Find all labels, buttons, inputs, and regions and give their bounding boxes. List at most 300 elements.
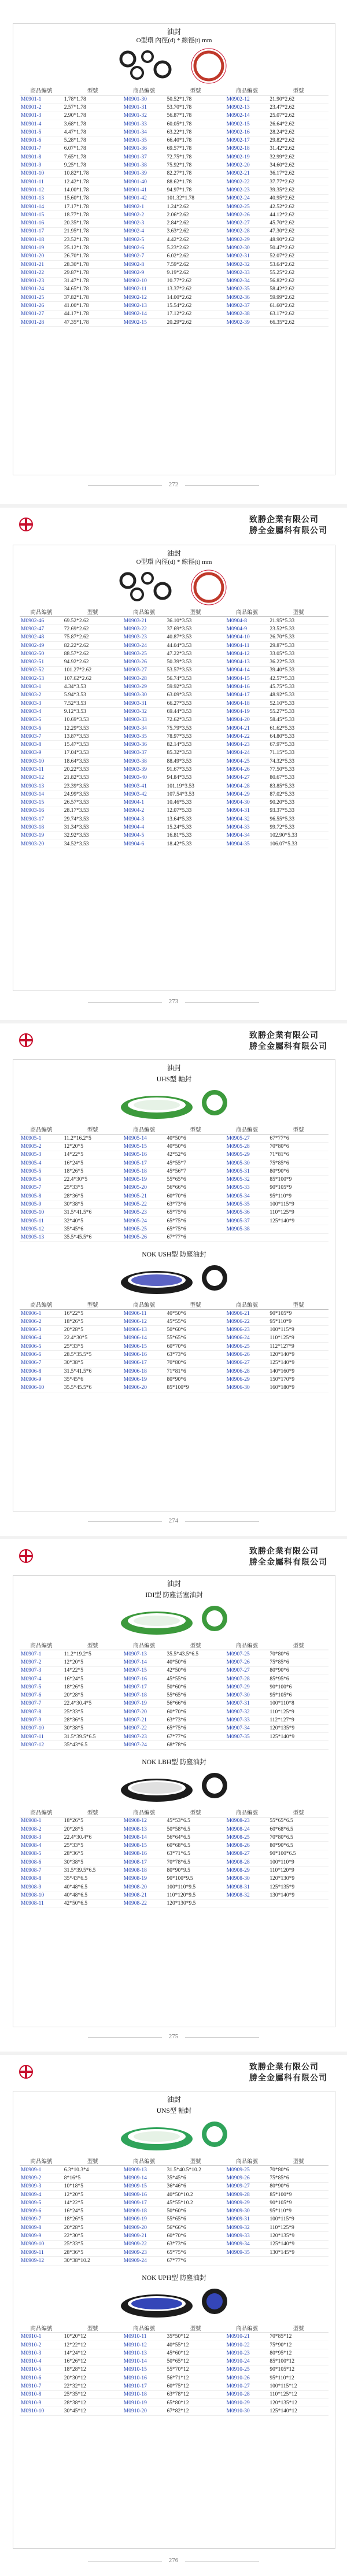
product-code-cell: M0909-13	[123, 2166, 166, 2174]
model-size-cell: 39.40*5.33	[268, 666, 328, 674]
table-row	[20, 1858, 328, 1867]
col-header: 型號	[63, 1125, 123, 1134]
table-row	[20, 2182, 328, 2190]
product-code-cell: M0901-2	[20, 104, 63, 112]
section-title: UHS型 軸封	[156, 1076, 192, 1083]
product-code-cell: M0908-30	[226, 1875, 269, 1883]
model-size-cell: 28.24*2.62	[268, 128, 328, 136]
product-code-cell: M0907-20	[123, 1708, 166, 1716]
table-row	[20, 2398, 328, 2407]
product-code-cell: M0902-16	[226, 128, 269, 136]
table-row	[20, 1724, 328, 1732]
product-code-cell: M0908-26	[226, 1842, 269, 1850]
model-size-cell: 14*22*5	[63, 1151, 123, 1159]
model-size-cell: 125*135*9	[268, 1883, 328, 1891]
table-row	[20, 302, 328, 310]
table-row	[20, 1817, 328, 1825]
product-code-cell: M0905-16	[123, 1151, 166, 1159]
product-code-cell: M0905-25	[123, 1225, 166, 1233]
table-row	[20, 227, 328, 235]
model-size-cell: 70*80*6	[166, 1359, 226, 1367]
model-size-cell: 66.27*3.53	[166, 699, 226, 707]
table-row	[20, 774, 328, 782]
model-size-cell	[268, 2257, 328, 2265]
table-row	[20, 95, 328, 104]
product-code-cell: M0910-20	[123, 2407, 166, 2415]
model-size-cell: 45*55*10.2	[166, 2199, 226, 2207]
product-code-cell: M0910-25	[226, 2366, 269, 2374]
model-size-cell: 77.50*5.33	[268, 766, 328, 774]
table-row	[20, 219, 328, 227]
table-row	[20, 1842, 328, 1850]
model-size-cell: 72.62*3.53	[166, 716, 226, 724]
product-code-cell: M0902-17	[226, 136, 269, 145]
product-code-cell: M0905-8	[20, 1192, 63, 1200]
table-row	[20, 1176, 328, 1184]
model-size-cell: 2.90*1.78	[63, 112, 123, 120]
table-row	[20, 2349, 328, 2357]
table-row	[20, 2366, 328, 2374]
model-size-cell: 26.70*1.78	[63, 252, 123, 260]
product-code-cell: M0904-22	[226, 733, 269, 741]
product-code-cell: M0909-24	[123, 2257, 166, 2265]
model-size-cell: 23.52*1.78	[63, 236, 123, 244]
model-size-cell: 12.42*1.78	[63, 178, 123, 186]
product-code-cell: M0906-12	[123, 1318, 166, 1326]
page-divider	[0, 1020, 347, 1023]
catalog-page-3	[13, 1025, 334, 1533]
product-code-cell: M0902-8	[123, 260, 166, 268]
model-size-cell: 40.95*2.62	[268, 194, 328, 202]
product-code-cell: M0901-8	[20, 153, 63, 161]
product-code-cell: M0908-23	[226, 1817, 269, 1825]
product-code-cell: M0903-23	[123, 633, 166, 641]
col-header: 商品編號	[20, 1300, 63, 1310]
product-table	[20, 607, 328, 848]
product-code-cell: M0904-19	[226, 708, 269, 716]
model-size-cell: 45*55*6	[166, 1675, 226, 1683]
model-size-cell: 64.80*5.33	[268, 733, 328, 741]
product-code-cell: M0901-39	[123, 169, 166, 178]
table-row	[20, 757, 328, 766]
table-row	[20, 2382, 328, 2390]
product-code-cell: M0904-20	[226, 716, 269, 724]
product-code-cell: M0901-42	[123, 194, 166, 202]
product-code-cell: M0909-29	[226, 2199, 269, 2207]
product-code-cell: M0908-32	[226, 1891, 269, 1899]
product-code-cell: M0904-4	[123, 823, 166, 831]
product-code-cell: M0906-29	[226, 1376, 269, 1384]
model-size-cell: 55*70*12	[166, 2366, 226, 2374]
section-title: NOK UPH型 防塵油封	[142, 2274, 206, 2282]
model-size-cell: 4.47*1.78	[63, 128, 123, 136]
product-code-cell: M0904-24	[226, 749, 269, 757]
model-size-cell: 18.64*3.53	[63, 757, 123, 766]
model-size-cell: 95*110*9	[268, 1192, 328, 1200]
product-code-cell: M0904-1	[123, 799, 166, 807]
product-code-cell: M0909-2	[20, 2174, 63, 2182]
model-size-cell: 78.97*3.53	[166, 733, 226, 741]
product-code-cell: M0910-13	[123, 2349, 166, 2357]
model-size-cell: 26.57*3.53	[63, 799, 123, 807]
model-size-cell: 60*68*6.5	[268, 1825, 328, 1833]
product-code-cell: M0904-5	[123, 831, 166, 840]
model-size-cell: 28*36*5	[63, 1850, 123, 1858]
model-size-cell: 31.5*40.5*10.2	[166, 2166, 226, 2174]
product-code-cell: M0904-27	[226, 774, 269, 782]
product-code-cell: M0903-31	[123, 699, 166, 707]
model-size-cell: 82.27*1.78	[166, 169, 226, 178]
model-size-cell: 70*78*6.5	[166, 1858, 226, 1867]
product-code-cell: M0907-12	[20, 1741, 63, 1749]
table-row	[20, 310, 328, 318]
product-panel	[13, 545, 335, 991]
table-row	[20, 691, 328, 699]
model-size-cell: 40*48*6.5	[63, 1891, 123, 1899]
model-size-cell: 120*135*9	[268, 2232, 328, 2240]
product-code-cell: M0903-5	[20, 716, 63, 724]
model-size-cell: 14*24*12	[63, 2349, 123, 2357]
product-panel	[13, 1575, 335, 2027]
table-row	[20, 741, 328, 749]
table-row	[20, 178, 328, 186]
product-code-cell: M0903-9	[20, 749, 63, 757]
model-size-cell: 44.12*2.62	[268, 211, 328, 219]
product-code-cell: M0910-27	[226, 2382, 269, 2390]
model-size-cell: 65*75*6	[166, 1225, 226, 1233]
col-header: 型號	[268, 2156, 328, 2166]
product-code-cell: M0908-20	[123, 1883, 166, 1891]
company-name: 致勝企業有限公司 勝全金屬科有限公司	[249, 2063, 327, 2083]
product-code-cell: M0907-4	[20, 1675, 63, 1683]
model-size-cell: 107.62*2.62	[63, 675, 123, 683]
product-code-cell: M0902-22	[226, 178, 269, 186]
model-size-cell	[268, 1741, 328, 1749]
product-code-cell: M0909-20	[123, 2224, 166, 2232]
model-size-cell: 2.06*2.62	[166, 211, 226, 219]
table-row	[20, 1159, 328, 1167]
model-size-cell: 120*135*12	[268, 2398, 328, 2407]
col-header: 商品編號	[20, 86, 63, 95]
product-code-cell: M0909-22	[123, 2240, 166, 2248]
model-size-cell: 55*65*6.5	[268, 1817, 328, 1825]
model-size-cell: 12.29*3.53	[63, 724, 123, 732]
model-size-cell: 61.60*2.62	[268, 302, 328, 310]
table-row	[20, 2374, 328, 2382]
product-code-cell: M0910-14	[123, 2357, 166, 2366]
product-code-cell: M0901-19	[20, 244, 63, 252]
model-size-cell: 88.49*3.53	[166, 757, 226, 766]
model-size-cell: 30*38*5	[63, 1858, 123, 1867]
model-size-cell: 5.94*3.53	[63, 691, 123, 699]
product-code-cell: M0907-28	[226, 1675, 269, 1683]
product-code-cell: M0909-10	[20, 2240, 63, 2248]
col-header: 型號	[268, 1300, 328, 1310]
product-code-cell: M0910-18	[123, 2390, 166, 2398]
col-header: 商品編號	[226, 2323, 269, 2333]
model-size-cell: 101.19*3.53	[166, 782, 226, 790]
product-code-cell: M0901-24	[20, 285, 63, 293]
model-size-cell: 23.47*2.62	[268, 104, 328, 112]
table-row	[20, 831, 328, 840]
model-size-cell: 85*100*9	[268, 2190, 328, 2198]
product-code-cell: M0905-5	[20, 1167, 63, 1176]
col-header: 商品編號	[226, 1300, 269, 1310]
model-size-cell: 59.99*2.62	[268, 294, 328, 302]
table-row	[20, 716, 328, 724]
model-size-cell: 95*110*12	[268, 2374, 328, 2382]
table-row	[20, 128, 328, 136]
model-size-cell: 7.52*3.53	[63, 699, 123, 707]
model-size-cell: 8*16*5	[63, 2174, 123, 2182]
product-code-cell: M0909-9	[20, 2232, 63, 2240]
product-code-cell: M0903-34	[123, 724, 166, 732]
model-size-cell: 55*65*6	[166, 1334, 226, 1342]
product-code-cell: M0902-53	[20, 675, 63, 683]
table-row	[20, 650, 328, 658]
model-size-cell: 50*60*6	[166, 1326, 226, 1334]
model-size-cell: 80*90*6	[268, 2182, 328, 2190]
product-code-cell: M0910-11	[123, 2333, 166, 2341]
model-size-cell: 71.15*5.33	[268, 749, 328, 757]
model-size-cell: 53.57*3.53	[166, 666, 226, 674]
model-size-cell: 55*65*6	[166, 2215, 226, 2223]
col-header: 型號	[166, 607, 226, 617]
model-size-cell: 44.04*3.53	[166, 641, 226, 649]
product-code-cell: M0906-21	[226, 1309, 269, 1317]
model-size-cell: 56*66*6	[166, 2224, 226, 2232]
product-code-cell: M0906-2	[20, 1318, 63, 1326]
model-size-cell: 20*28*5	[63, 2224, 123, 2232]
product-code-cell: M0909-30	[226, 2207, 269, 2215]
model-size-cell: 65*75*6	[166, 1208, 226, 1217]
product-code-cell: M0905-30	[226, 1159, 269, 1167]
product-code-cell: M0909-23	[123, 2248, 166, 2256]
table-row	[20, 2407, 328, 2415]
table-row	[20, 112, 328, 120]
model-size-cell: 100*115*9	[268, 1200, 328, 1208]
product-code-cell: M0908-31	[226, 1883, 269, 1891]
product-code-cell: M0902-50	[20, 650, 63, 658]
product-table	[20, 1300, 328, 1392]
model-size-cell: 67*82*12	[166, 2407, 226, 2415]
panel-title: 油封	[167, 28, 181, 36]
model-size-cell: 120*130*9.5	[166, 1899, 226, 1908]
table-row	[20, 1326, 328, 1334]
product-code-cell: M0905-6	[20, 1176, 63, 1184]
product-code-cell: M0905-19	[123, 1176, 166, 1184]
product-code-cell: M0903-19	[20, 831, 63, 840]
product-code-cell: M0901-12	[20, 186, 63, 194]
table-row	[20, 799, 328, 807]
product-code-cell: M0904-33	[226, 823, 269, 831]
model-size-cell: 110*120*9.5	[166, 1891, 226, 1899]
model-size-cell: 80*90*9.5	[166, 1867, 226, 1875]
model-size-cell: 58.42*2.62	[268, 285, 328, 293]
model-size-cell: 120*140*9	[268, 1351, 328, 1359]
product-code-cell: M0910-12	[123, 2341, 166, 2349]
model-size-cell: 7.65*1.78	[63, 153, 123, 161]
company-name: 致勝企業有限公司 勝全金屬科有限公司	[249, 1032, 327, 1051]
model-size-cell: 75.92*1.78	[166, 161, 226, 169]
model-size-cell: 120*130*9	[268, 1875, 328, 1883]
table-row	[20, 136, 328, 145]
product-code-cell: M0910-2	[20, 2341, 63, 2349]
model-size-cell: 91.67*3.53	[166, 766, 226, 774]
model-size-cell: 71*81*6	[268, 1151, 328, 1159]
product-code-cell: M0903-37	[123, 749, 166, 757]
model-size-cell: 32.99*2.62	[268, 153, 328, 161]
model-size-cell: 21.82*3.53	[63, 774, 123, 782]
seal-illustration	[13, 1259, 335, 1300]
model-size-cell: 1.24*2.62	[166, 202, 226, 210]
model-size-cell: 48.90*2.62	[268, 236, 328, 244]
model-size-cell: 56*66*6	[166, 1184, 226, 1192]
model-size-cell: 14.00*1.78	[63, 186, 123, 194]
table-row	[20, 1699, 328, 1708]
product-code-cell: M0908-29	[226, 1867, 269, 1875]
page-divider	[0, 504, 347, 508]
table-row	[20, 161, 328, 169]
table-row	[20, 1658, 328, 1666]
product-code-cell: M0903-21	[123, 617, 166, 625]
product-code-cell: M0902-48	[20, 633, 63, 641]
model-size-cell: 60*70*6	[166, 1343, 226, 1351]
table-row	[20, 153, 328, 161]
model-size-cell: 58.45*5.33	[268, 716, 328, 724]
product-code-cell: M0902-13	[123, 302, 166, 310]
model-size-cell: 140*160*9	[268, 1367, 328, 1375]
model-size-cell: 30*45*12	[63, 2407, 123, 2415]
table-row	[20, 104, 328, 112]
product-code-cell: M0901-36	[123, 145, 166, 153]
model-size-cell: 14*22*5	[63, 2199, 123, 2207]
model-size-cell: 65*80*12	[166, 2398, 226, 2407]
table-row	[20, 658, 328, 666]
product-code-cell: M0906-19	[123, 1376, 166, 1384]
product-code-cell: M0906-28	[226, 1367, 269, 1375]
product-code-cell: M0904-6	[123, 840, 166, 848]
model-size-cell: 95*110*9	[268, 2207, 328, 2215]
product-code-cell: M0904-16	[226, 683, 269, 691]
model-size-cell: 28.30*1.78	[63, 260, 123, 268]
model-size-cell: 29.87*5.33	[268, 641, 328, 649]
model-size-cell: 94.97*1.78	[166, 186, 226, 194]
product-code-cell: M0907-29	[226, 1683, 269, 1691]
product-code-cell: M0904-12	[226, 650, 269, 658]
model-size-cell: 11.2*19.2*5	[63, 1650, 123, 1658]
product-code-cell: M0908-21	[123, 1891, 166, 1899]
model-size-cell: 45*55*6	[166, 1318, 226, 1326]
product-code-cell: M0910-29	[226, 2398, 269, 2407]
product-code-cell: M0906-15	[123, 1343, 166, 1351]
product-code-cell: M0902-14	[123, 310, 166, 318]
product-code-cell: M0902-47	[20, 625, 63, 633]
product-code-cell: M0901-22	[20, 269, 63, 277]
product-code-cell: M0901-7	[20, 145, 63, 153]
product-code-cell: M0905-14	[123, 1134, 166, 1143]
model-size-cell: 6.07*1.78	[63, 145, 123, 153]
product-code-cell: M0902-25	[226, 202, 269, 210]
table-row	[20, 699, 328, 707]
table-row	[20, 194, 328, 202]
model-size-cell: 35.5*43.5*6.5	[166, 1650, 226, 1658]
product-code-cell: M0902-12	[226, 95, 269, 104]
table-row	[20, 840, 328, 848]
model-size-cell: 42*50*6	[166, 1666, 226, 1675]
model-size-cell	[268, 1225, 328, 1233]
model-size-cell: 66.35*2.62	[268, 319, 328, 327]
product-code-cell: M0903-6	[20, 724, 63, 732]
model-size-cell	[268, 1899, 328, 1908]
col-header: 型號	[268, 86, 328, 95]
product-code-cell: M0910-9	[20, 2398, 63, 2407]
model-size-cell: 60*70*6	[166, 2232, 226, 2240]
product-code-cell: M0901-35	[123, 136, 166, 145]
product-code-cell: M0909-18	[123, 2207, 166, 2215]
product-code-cell: M0908-14	[123, 1834, 166, 1842]
col-header: 型號	[166, 1808, 226, 1817]
product-code-cell: M0902-32	[226, 260, 269, 268]
product-code-cell: M0905-15	[123, 1143, 166, 1151]
table-row	[20, 2257, 328, 2265]
table-row	[20, 2232, 328, 2240]
col-header: 商品編號	[20, 1640, 63, 1650]
product-table	[20, 1808, 328, 1908]
product-code-cell: M0907-14	[123, 1658, 166, 1666]
product-code-cell: M0905-26	[123, 1233, 166, 1241]
model-size-cell: 112*127*9	[268, 1716, 328, 1724]
product-code-cell: M0904-15	[226, 675, 269, 683]
model-size-cell: 18*26*5	[63, 1318, 123, 1326]
model-size-cell: 36.22*5.33	[268, 658, 328, 666]
product-table	[20, 1640, 328, 1750]
product-code-cell: M0902-19	[226, 153, 269, 161]
product-code-cell: M0903-20	[20, 840, 63, 848]
model-size-cell: 50.39*3.53	[166, 658, 226, 666]
product-code-cell: M0903-39	[123, 766, 166, 774]
model-size-cell: 75.79*3.53	[166, 724, 226, 732]
model-size-cell: 63*73*6	[166, 1200, 226, 1208]
table-row	[20, 1151, 328, 1159]
product-code-cell: M0909-17	[123, 2199, 166, 2207]
model-size-cell: 70*80*6	[268, 1143, 328, 1151]
model-size-cell: 29.87*1.78	[63, 269, 123, 277]
product-code-cell: M0908-11	[20, 1899, 63, 1908]
product-code-cell: M0908-10	[20, 1891, 63, 1899]
catalog-page-1	[13, 0, 334, 503]
model-size-cell: 18.42*5.33	[166, 840, 226, 848]
product-code-cell: M0910-6	[20, 2374, 63, 2382]
model-size-cell: 18*28*12	[63, 2366, 123, 2374]
product-code-cell: M0904-2	[123, 807, 166, 815]
product-code-cell: M0908-28	[226, 1858, 269, 1867]
table-row	[20, 823, 328, 831]
product-code-cell: M0904-31	[226, 807, 269, 815]
table-row	[20, 1200, 328, 1208]
model-size-cell: 5.23*2.62	[166, 244, 226, 252]
product-panel	[13, 1059, 335, 1511]
product-code-cell: M0907-27	[226, 1666, 269, 1675]
blue-seal-image	[110, 2284, 238, 2322]
product-code-cell: M0903-15	[20, 799, 63, 807]
model-size-cell: 125*140*9	[268, 2240, 328, 2248]
model-size-cell: 25*33*5	[63, 2240, 123, 2248]
model-size-cell: 15.54*2.62	[166, 302, 226, 310]
product-code-cell: M0901-11	[20, 178, 63, 186]
model-size-cell: 130*140*9	[268, 1891, 328, 1899]
model-size-cell: 36.17*2.62	[268, 169, 328, 178]
